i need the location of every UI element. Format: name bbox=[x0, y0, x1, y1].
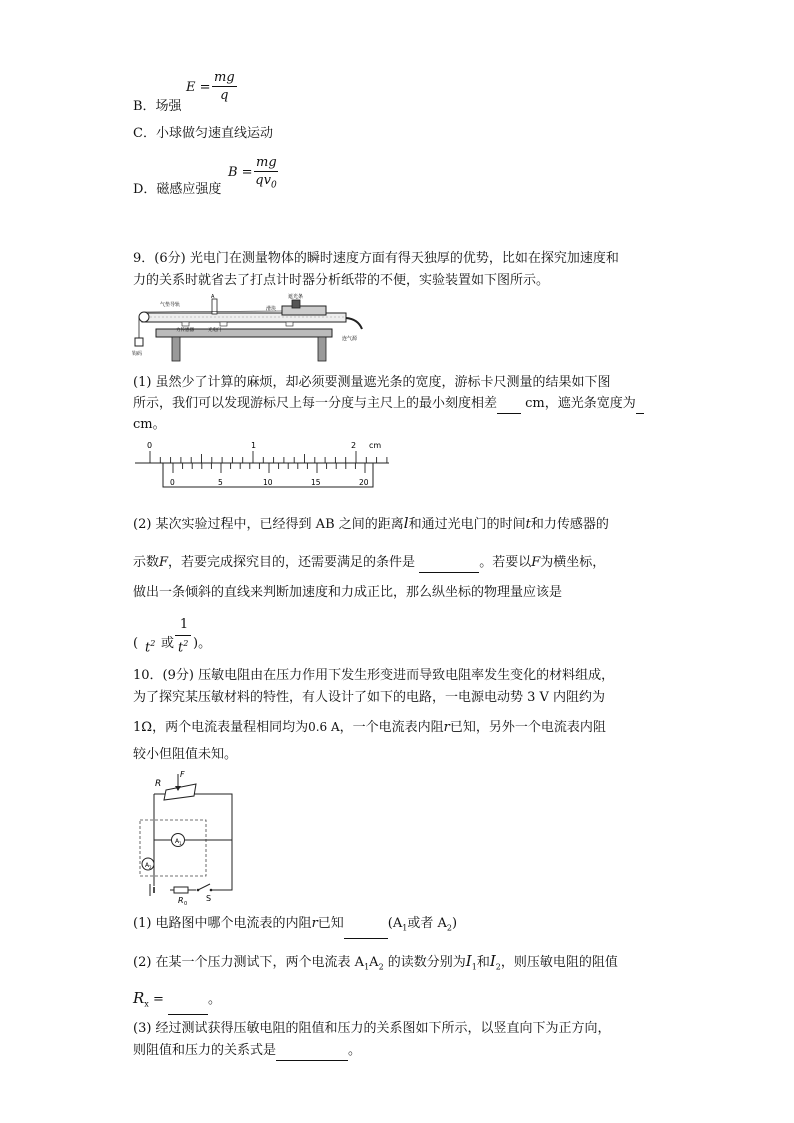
svg-text:2: 2 bbox=[149, 865, 152, 870]
vernier-label-10: 10 bbox=[263, 478, 273, 487]
q9-blank-diff[interactable] bbox=[497, 413, 521, 414]
q9-blank-width[interactable] bbox=[636, 413, 644, 414]
svg-text:A: A bbox=[145, 862, 150, 869]
vernier-caliper bbox=[135, 436, 395, 492]
q9-p1-line3: cm。 bbox=[133, 417, 166, 432]
q9-p1-line2: 所示，我们可以发现游标尺上每一分度与主尺上的最小刻度相差 cm，遮光条宽度为 bbox=[133, 394, 644, 414]
resistor-r0 bbox=[174, 887, 188, 893]
q10-p2-answer: $R_x$ = 。 bbox=[133, 988, 221, 1015]
vernier-label-20: 20 bbox=[359, 478, 369, 487]
option-b: B．场强 bbox=[133, 99, 182, 114]
option-b-den: q bbox=[220, 88, 229, 103]
label-gate-b: 光电门 bbox=[208, 328, 222, 333]
label-air-rail: 气垫导轨 bbox=[160, 302, 181, 308]
label-slider: 滑块 bbox=[266, 306, 277, 312]
option-d-num: mg bbox=[256, 155, 277, 170]
vernier-label-15: 15 bbox=[311, 478, 321, 487]
q9-p2-line1: (2) 某次实验过程中，已经得到 AB 之间的距离l和通过光电门的时间t和力传感器的 bbox=[133, 514, 609, 532]
q9-stem-2: 力的关系时就省去了打点计时器分析纸带的不便，实验装置如下图所示。 bbox=[133, 273, 550, 288]
q9-p2-line3: 做出一条倾斜的直线来判断加速度和力成正比，那么纵坐标的物理量应该是 bbox=[133, 585, 563, 600]
q10-stem-2: 为了探究某压敏材料的特性，有人设计了如下的电路，一电源电动势 3 V 内阻约为 bbox=[133, 690, 606, 705]
main-label-1: 1 bbox=[251, 441, 257, 450]
q10-blank-ammeter[interactable] bbox=[344, 938, 388, 939]
svg-text:R: R bbox=[155, 779, 162, 789]
q10-stem-3: 1Ω，两个电流表量程相同均为0.6 A，一个电流表内阻r已知，另外一个电流表内阻 bbox=[133, 720, 606, 735]
svg-text:0: 0 bbox=[184, 901, 188, 906]
label-pipe: 连气源 bbox=[342, 336, 358, 342]
q10-stem-4: 较小但阻值未知。 bbox=[133, 747, 238, 762]
q10-stem-1: 10．(9分) 压敏电阻由在压力作用下发生形变进而导致电阻率发生变化的材料组成， bbox=[133, 668, 615, 683]
q9-stem-1: 9．(6分) 光电门在测量物体的瞬时速度方面有得天独厚的优势，比如在探究加速度和 bbox=[133, 251, 619, 266]
q10-blank-relation[interactable] bbox=[276, 1060, 348, 1061]
q10-p1: (1) 电路图中哪个电流表的内阻r已知 ($A_1$或者 $A_2$) bbox=[133, 914, 457, 939]
svg-text:F: F bbox=[180, 770, 185, 779]
label-weight: 钩码 bbox=[132, 351, 143, 357]
main-label-unit: cm bbox=[369, 441, 382, 450]
svg-text:1: 1 bbox=[179, 841, 182, 846]
main-label-2: 2 bbox=[351, 441, 357, 450]
option-b-num: mg bbox=[214, 70, 235, 85]
q9-p1-line1: (1) 虽然少了计算的麻烦，却必须要测量遮光条的宽度，游标卡尺测量的结果如下图 bbox=[133, 375, 611, 390]
option-c: C．小球做匀速直线运动 bbox=[133, 126, 273, 141]
label-sensor: 力传感器 bbox=[176, 328, 194, 333]
svg-text:A: A bbox=[175, 838, 180, 845]
q10-p3-line1: (3) 经过测试获得压敏电阻的阻值和压力的关系图如下所示，以竖直向下为正方向， bbox=[133, 1021, 611, 1036]
q10-p2: (2) 在某一个压力测试下，两个电流表 $A_1A_2$ 的读数分别为$I_1$和$I_2$，则压敏电阻的阻值 bbox=[133, 952, 618, 972]
q10-p3-line2: 则阻值和压力的关系式是 。 bbox=[133, 1041, 361, 1061]
label-strip: 遮光条 bbox=[288, 294, 304, 300]
main-label-0: 0 bbox=[147, 441, 153, 450]
circuit-diagram bbox=[136, 768, 240, 906]
option-d: D．磁感应强度 bbox=[133, 182, 222, 197]
q9-p2-line2: 示数F，若要完成探究目的，还需要满足的条件是 。若要以F为横坐标， bbox=[133, 553, 605, 573]
q9-blank-condition[interactable] bbox=[419, 572, 479, 573]
q10-blank-rx[interactable] bbox=[168, 1014, 208, 1015]
label-gate-a: A bbox=[211, 294, 215, 300]
option-d-den: qv bbox=[255, 173, 271, 188]
vernier-label-0: 0 bbox=[170, 478, 175, 487]
air-track-figure bbox=[132, 293, 372, 365]
option-d-den-sub: 0 bbox=[270, 180, 277, 191]
svg-text:S: S bbox=[206, 894, 212, 903]
svg-text:R: R bbox=[178, 896, 184, 905]
option-d-lhs: B = bbox=[228, 165, 253, 180]
option-b-lhs: E = bbox=[186, 80, 211, 95]
vernier-label-5: 5 bbox=[218, 478, 223, 487]
